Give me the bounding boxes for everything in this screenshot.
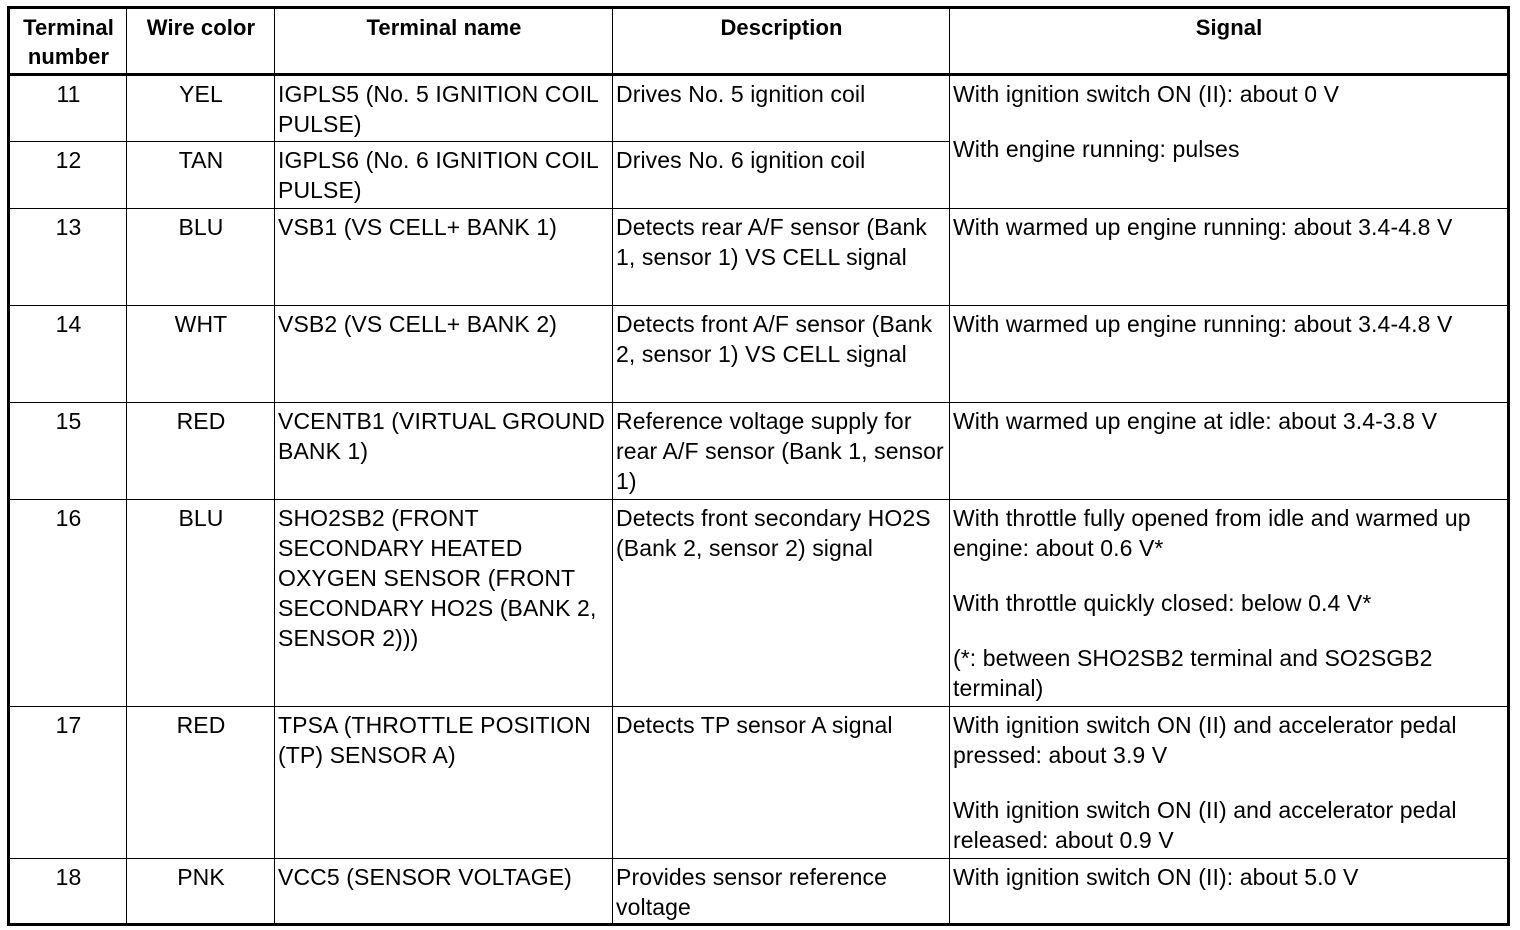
terminal-name-cell: VCENTB1 (VIRTUAL GROUND BANK 1)	[275, 403, 613, 500]
description-cell: Drives No. 6 ignition coil	[613, 142, 950, 209]
terminal-table	[7, 6, 1510, 926]
terminal-number-cell: 15	[9, 403, 127, 500]
signal-cell	[950, 209, 1509, 306]
header-wire-color: Wire color	[127, 8, 275, 75]
terminal-name-cell: VCC5 (SENSOR VOLTAGE)	[275, 859, 613, 925]
description-cell: Reference voltage supply for rear A/F sensor (Bank 1, sensor 1)	[613, 403, 950, 500]
terminal-number-cell: 13	[9, 209, 127, 306]
header-signal: Signal	[950, 8, 1509, 75]
table-row	[9, 403, 1509, 500]
wire-color-cell: YEL	[127, 75, 275, 142]
terminal-name-cell: IGPLS5 (No. 5 IGNITION COIL PULSE)	[275, 75, 613, 142]
header-description: Description	[613, 8, 950, 75]
terminal-name-cell: TPSA (THROTTLE POSITION (TP) SENSOR A)	[275, 707, 613, 859]
signal-line: With warmed up engine at idle: about 3.4-3.8 V	[953, 408, 1438, 434]
wire-color-cell: BLU	[127, 500, 275, 707]
signal-cell	[950, 859, 1509, 925]
header-terminal-name: Terminal name	[275, 8, 613, 75]
terminal-name-cell: IGPLS6 (No. 6 IGNITION COIL PULSE)	[275, 142, 613, 209]
signal-line: With ignition switch ON (II) and accelerator pedal pressed: about 3.9 V	[953, 712, 1457, 768]
terminal-number-cell: 18	[9, 859, 127, 925]
wire-color-cell: BLU	[127, 209, 275, 306]
table-row	[9, 707, 1509, 859]
signal-line: (*: between SHO2SB2 terminal and SO2SGB2 terminal)	[953, 645, 1433, 701]
table-row	[9, 306, 1509, 403]
description-cell: Detects front A/F sensor (Bank 2, sensor 1) VS CELL signal	[613, 306, 950, 403]
description-cell: Detects front secondary HO2S (Bank 2, sensor 2) signal	[613, 500, 950, 707]
wire-color-cell: RED	[127, 403, 275, 500]
terminal-number-cell: 14	[9, 306, 127, 403]
table-row	[9, 500, 1509, 707]
wire-color-cell: WHT	[127, 306, 275, 403]
terminal-name-cell: VSB1 (VS CELL+ BANK 1)	[275, 209, 613, 306]
signal-line: With throttle quickly closed: below 0.4 V*	[953, 590, 1372, 616]
table-row	[9, 209, 1509, 306]
header-terminal-number: Terminal number	[9, 8, 127, 75]
signal-cell	[950, 500, 1509, 707]
description-cell: Detects TP sensor A signal	[613, 707, 950, 859]
signal-cell	[950, 306, 1509, 403]
signal-line: With engine running: pulses	[953, 136, 1240, 162]
terminal-number-cell: 12	[9, 142, 127, 209]
signal-line: With warmed up engine running: about 3.4-4.8 V	[953, 311, 1453, 337]
signal-line: With ignition switch ON (II): about 0 V	[953, 81, 1340, 107]
terminal-number-cell: 17	[9, 707, 127, 859]
table-header-row	[9, 8, 1509, 75]
wire-color-cell: TAN	[127, 142, 275, 209]
wire-color-cell: RED	[127, 707, 275, 859]
table-row	[9, 859, 1509, 925]
terminal-name-cell: SHO2SB2 (FRONT SECONDARY HEATED OXYGEN SENSOR (FRONT SECONDARY HO2S (BANK 2, SENSOR 2)))	[275, 500, 613, 707]
description-cell: Drives No. 5 ignition coil	[613, 75, 950, 142]
terminal-number-cell: 16	[9, 500, 127, 707]
signal-line: With throttle fully opened from idle and warmed up engine: about 0.6 V*	[953, 505, 1471, 561]
wire-color-cell: PNK	[127, 859, 275, 925]
signal-cell	[950, 75, 1509, 209]
signal-cell	[950, 707, 1509, 859]
table-row	[9, 75, 1509, 142]
terminal-number-cell: 11	[9, 75, 127, 142]
description-cell: Provides sensor reference voltage	[613, 859, 950, 925]
signal-line: With ignition switch ON (II) and accelerator pedal released: about 0.9 V	[953, 797, 1457, 853]
terminal-name-cell: VSB2 (VS CELL+ BANK 2)	[275, 306, 613, 403]
signal-line: With ignition switch ON (II): about 5.0 V	[953, 864, 1359, 890]
signal-cell	[950, 403, 1509, 500]
signal-line: With warmed up engine running: about 3.4-4.8 V	[953, 214, 1453, 240]
description-cell: Detects rear A/F sensor (Bank 1, sensor 1) VS CELL signal	[613, 209, 950, 306]
